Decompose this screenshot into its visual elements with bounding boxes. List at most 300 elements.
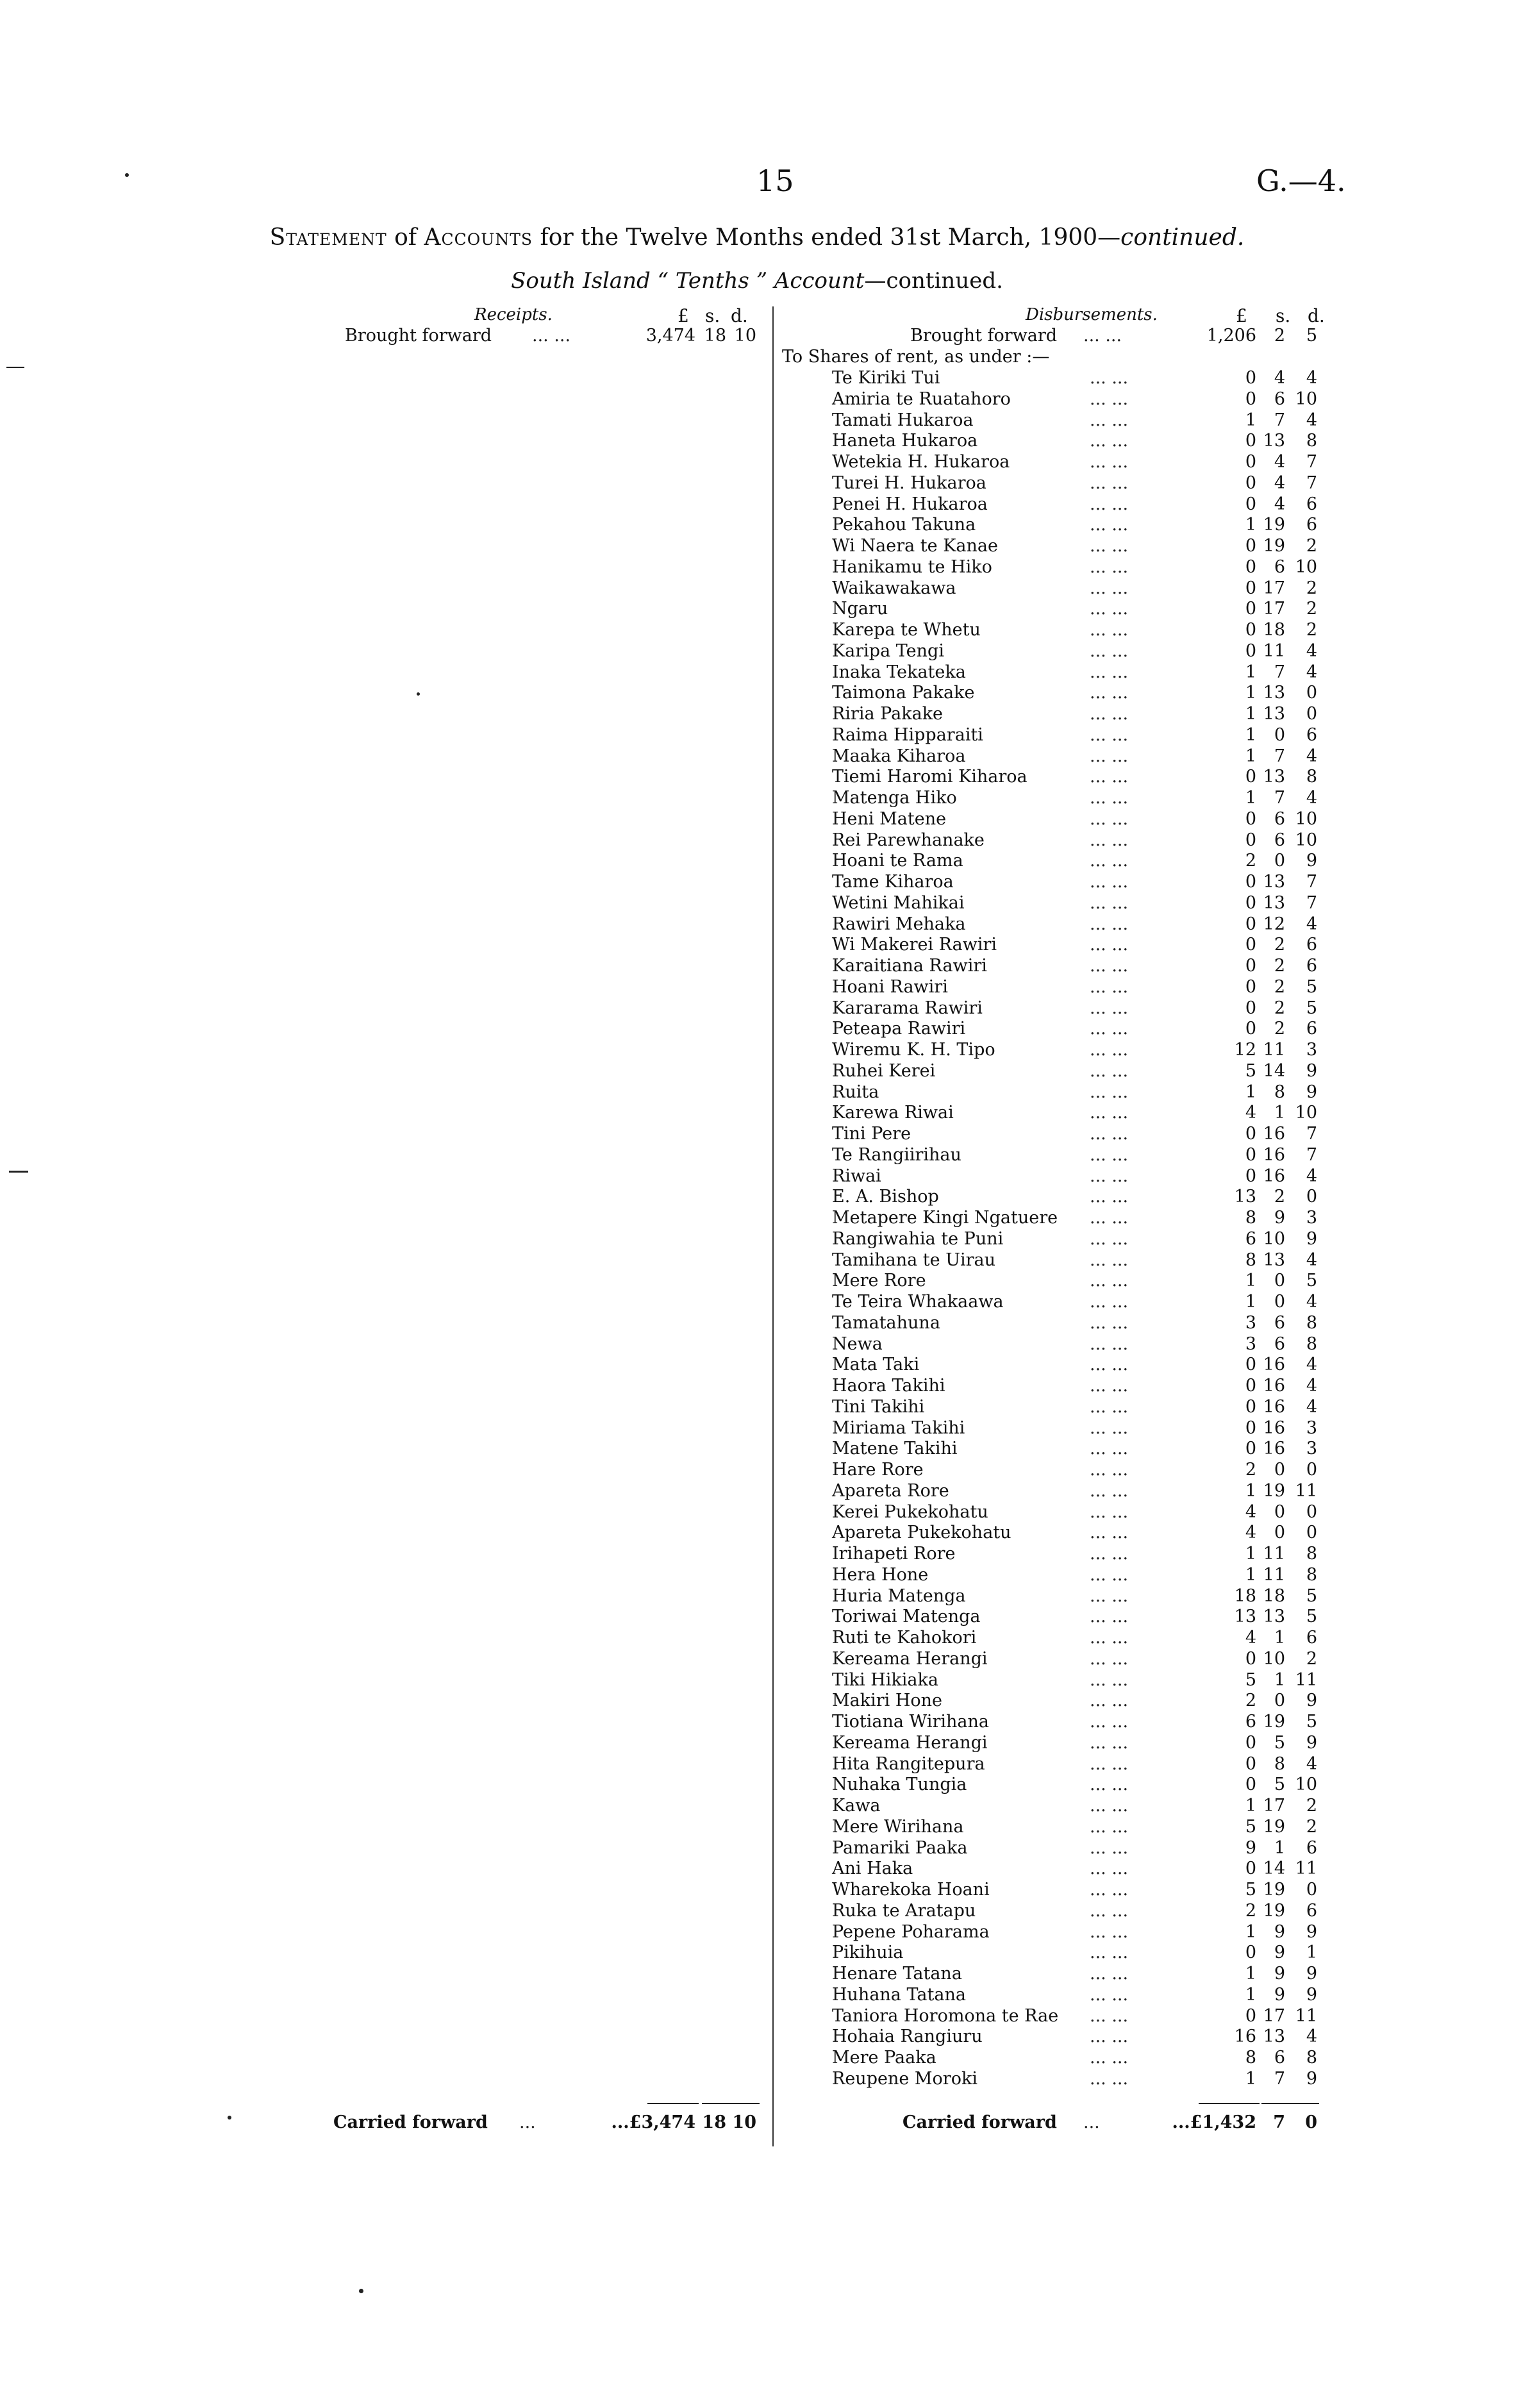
disbursement-pounds: 5: [1245, 1880, 1256, 1900]
receipts-carried-forward-pence: 10: [732, 2112, 756, 2132]
disbursements-pounds-header: £: [1236, 305, 1247, 326]
disbursement-shillings: 13: [1263, 1607, 1285, 1626]
disbursement-pence: 0: [1306, 1523, 1317, 1543]
leader-dots: ... ...: [1090, 1334, 1129, 1354]
leader-dots: ... ...: [1090, 1502, 1129, 1522]
disbursement-pounds: 0: [1245, 872, 1256, 892]
statement-title: [0, 224, 1514, 251]
disbursement-pence: 4: [1306, 1250, 1317, 1270]
disbursement-payee-name: Raima Hipparaiti: [832, 725, 983, 745]
disbursement-pounds: 0: [1245, 809, 1256, 829]
disbursement-pence: 4: [1306, 746, 1317, 766]
disbursements-heading: Disbursements.: [1026, 305, 1158, 324]
disbursement-pounds: 5: [1245, 1817, 1256, 1837]
disbursement-shillings: 7: [1274, 788, 1285, 808]
disbursement-pounds: 3: [1245, 1313, 1256, 1333]
disbursement-pence: 10: [1295, 1103, 1317, 1123]
disbursement-shillings: 13: [1263, 2027, 1285, 2046]
disbursement-pence: 2: [1306, 1649, 1317, 1669]
leader-dots: ... ...: [1090, 2069, 1129, 2089]
disbursement-pence: 6: [1306, 515, 1317, 535]
disbursement-pounds: 0: [1245, 620, 1256, 640]
disbursement-payee-name: Ruhei Kerei: [832, 1061, 936, 1081]
disbursement-payee-name: Mere Paaka: [832, 2048, 936, 2068]
disbursement-pence: 1: [1306, 1943, 1317, 1962]
leader-dots: ... ...: [1090, 1607, 1129, 1626]
disbursement-shillings: 17: [1263, 2006, 1285, 2026]
scan-speck: [359, 2289, 363, 2293]
disbursement-pence: 7: [1306, 473, 1317, 493]
disbursement-payee-name: Toriwai Matenga: [832, 1607, 981, 1626]
disbursement-shillings: 16: [1263, 1418, 1285, 1438]
disbursement-shillings: 12: [1263, 914, 1285, 934]
disbursement-shillings: 6: [1274, 2048, 1285, 2068]
disbursement-shillings: 9: [1274, 1922, 1285, 1942]
disbursement-payee-name: Wharekoka Hoani: [832, 1880, 990, 1900]
disbursement-pounds: 1: [1245, 1271, 1256, 1291]
disbursement-payee-name: Reupene Moroki: [832, 2069, 977, 2089]
shares-of-rent-label: To Shares of rent, as under :—: [782, 347, 1050, 367]
disbursement-pence: 7: [1306, 452, 1317, 472]
disbursement-shillings: 7: [1274, 746, 1285, 766]
leader-dots: ... ...: [1090, 515, 1129, 535]
disbursement-payee-name: Ngaru: [832, 599, 888, 619]
leader-dots: ... ...: [1090, 1964, 1129, 1984]
disbursement-pounds: 0: [1245, 914, 1256, 934]
disbursement-shillings: 6: [1274, 389, 1285, 409]
disbursement-pounds: 0: [1245, 1397, 1256, 1417]
receipts-total-rule-sd: [702, 2103, 760, 2104]
leader-dots: ... ...: [1090, 935, 1129, 955]
disbursement-payee-name: Pikihuia: [832, 1943, 904, 1962]
disbursement-shillings: 19: [1263, 1817, 1285, 1837]
disbursement-pounds: 0: [1245, 431, 1256, 451]
disbursement-pence: 4: [1306, 914, 1317, 934]
leader-dots: ... ...: [1090, 1208, 1129, 1228]
disbursement-pounds: 0: [1245, 1166, 1256, 1186]
disbursement-pence: 4: [1306, 1376, 1317, 1396]
leader-dots: ... ...: [1090, 1103, 1129, 1123]
disbursement-payee-name: Mere Rore: [832, 1271, 926, 1291]
disbursement-pence: 9: [1306, 1061, 1317, 1081]
disbursement-pounds: 0: [1245, 1733, 1256, 1753]
disbursement-pounds: 1: [1245, 746, 1256, 766]
disbursement-shillings: 0: [1274, 1271, 1285, 1291]
disbursement-shillings: 13: [1263, 767, 1285, 787]
disbursement-shillings: 9: [1274, 1208, 1285, 1228]
disbursement-pounds: 1: [1245, 2069, 1256, 2089]
disbursement-shillings: 17: [1263, 1796, 1285, 1816]
disbursement-payee-name: Ruka te Aratapu: [832, 1901, 976, 1921]
disbursement-shillings: 4: [1274, 494, 1285, 514]
leader-dots: ... ...: [1090, 1145, 1129, 1165]
disbursement-payee-name: Hoani te Rama: [832, 851, 963, 871]
leader-dots: ... ...: [1090, 662, 1129, 682]
disbursement-shillings: 13: [1263, 704, 1285, 724]
title-word-of: of: [387, 224, 424, 251]
disbursement-pounds: 5: [1245, 1061, 1256, 1081]
disbursement-pence: 10: [1295, 1775, 1317, 1794]
disbursement-pence: 10: [1295, 830, 1317, 850]
leader-dots: ... ...: [1090, 1775, 1129, 1794]
disbursement-payee-name: Henare Tatana: [832, 1964, 962, 1984]
disbursement-pounds: 4: [1245, 1523, 1256, 1543]
subtitle-account-name: South Island “ Tenths ” Account: [511, 268, 865, 294]
disbursement-pence: 11: [1295, 2006, 1317, 2026]
disbursement-payee-name: Tini Takihi: [832, 1397, 925, 1417]
disbursement-pounds: 9: [1245, 1838, 1256, 1858]
disbursement-payee-name: Kerei Pukekohatu: [832, 1502, 988, 1522]
disbursement-pounds: 0: [1245, 473, 1256, 493]
receipts-pence-header: d.: [731, 305, 748, 326]
leader-dots: ... ...: [1090, 1880, 1129, 1900]
disbursement-shillings: 1: [1274, 1838, 1285, 1858]
disbursement-shillings: 11: [1263, 1565, 1285, 1585]
disbursement-pounds: 0: [1245, 977, 1256, 997]
disbursement-pence: 8: [1306, 431, 1317, 451]
disbursement-payee-name: Waikawakawa: [832, 578, 956, 598]
disbursement-pounds: 8: [1245, 1250, 1256, 1270]
leader-dots: ... ...: [1090, 2048, 1129, 2068]
disbursement-pounds: 3: [1245, 1334, 1256, 1354]
leader-dots: ... ...: [1090, 1628, 1129, 1648]
disbursement-pence: 4: [1306, 1397, 1317, 1417]
leader-dots: ... ...: [1090, 1796, 1129, 1816]
disbursement-pounds: 0: [1245, 368, 1256, 388]
disbursement-payee-name: Miriama Takihi: [832, 1418, 965, 1438]
leader-dots: ... ...: [1090, 473, 1129, 493]
disbursement-pence: 5: [1306, 1586, 1317, 1606]
leader-dots: ... ...: [1090, 746, 1129, 766]
disbursement-shillings: 19: [1263, 536, 1285, 556]
disbursement-shillings: 10: [1263, 1229, 1285, 1249]
title-word-accounts: Accounts: [424, 224, 533, 251]
disbursement-payee-name: Hera Hone: [832, 1565, 929, 1585]
scan-mark: [9, 1171, 28, 1173]
leader-dots: ... ...: [1090, 977, 1129, 997]
disbursement-payee-name: Inaka Tekateka: [832, 662, 966, 682]
disbursement-pence: 9: [1306, 1733, 1317, 1753]
disbursement-pounds: 0: [1245, 1376, 1256, 1396]
disbursements-shillings-header: s.: [1276, 305, 1291, 326]
leader-dots: ... ...: [1090, 599, 1129, 619]
leader-dots: ... ...: [1090, 1124, 1129, 1144]
disbursement-payee-name: Riwai: [832, 1166, 881, 1186]
disbursement-shillings: 0: [1274, 1502, 1285, 1522]
disbursement-pounds: 1: [1245, 410, 1256, 430]
disbursement-shillings: 18: [1263, 620, 1285, 640]
leader-dots: ... ...: [1090, 956, 1129, 976]
disbursements-carried-forward-pounds: ...£1,432: [1172, 2112, 1256, 2132]
disbursement-pence: 6: [1306, 1628, 1317, 1648]
disbursement-pounds: 0: [1245, 1124, 1256, 1144]
disbursement-shillings: 6: [1274, 809, 1285, 829]
disbursement-payee-name: Te Kiriki Tui: [832, 368, 940, 388]
disbursement-payee-name: Irihapeti Rore: [832, 1544, 956, 1564]
disbursement-pounds: 0: [1245, 1775, 1256, 1794]
disbursement-payee-name: Tini Pere: [832, 1124, 911, 1144]
disbursement-pounds: 0: [1245, 1019, 1256, 1039]
leader-dots: ... ...: [1090, 1838, 1129, 1858]
receipts-brought-forward-dots: ... ...: [532, 326, 571, 346]
disbursement-pounds: 0: [1245, 2006, 1256, 2026]
disbursement-pounds: 1: [1245, 1796, 1256, 1816]
leader-dots: ... ...: [1090, 830, 1129, 850]
disbursement-payee-name: Hohaia Rangiuru: [832, 2027, 983, 2046]
leader-dots: ... ...: [1090, 1565, 1129, 1585]
disbursement-pounds: 0: [1245, 557, 1256, 577]
disbursement-pence: 4: [1306, 662, 1317, 682]
disbursement-pence: 4: [1306, 1292, 1317, 1312]
disbursement-pence: 8: [1306, 2048, 1317, 2068]
disbursement-pounds: 0: [1245, 389, 1256, 409]
disbursement-pence: 3: [1306, 1439, 1317, 1459]
disbursement-payee-name: Heni Matene: [832, 809, 947, 829]
disbursement-payee-name: Ruita: [832, 1082, 879, 1102]
disbursement-shillings: 19: [1263, 515, 1285, 535]
disbursement-pounds: 0: [1245, 599, 1256, 619]
disbursement-payee-name: Haneta Hukaroa: [832, 431, 978, 451]
leader-dots: ... ...: [1090, 410, 1129, 430]
title-continued: continued.: [1120, 224, 1245, 251]
leader-dots: ... ...: [1090, 914, 1129, 934]
leader-dots: ... ...: [1090, 1166, 1129, 1186]
leader-dots: ... ...: [1090, 1418, 1129, 1438]
disbursement-shillings: 11: [1263, 1040, 1285, 1060]
disbursement-pounds: 2: [1245, 1460, 1256, 1480]
disbursement-pounds: 0: [1245, 1145, 1256, 1165]
disbursement-payee-name: Maaka Kiharoa: [832, 746, 966, 766]
disbursement-shillings: 6: [1274, 830, 1285, 850]
scan-speck: [417, 692, 420, 696]
disbursement-pounds: 0: [1245, 1439, 1256, 1459]
disbursement-pounds: 1: [1245, 1544, 1256, 1564]
disbursement-pence: 3: [1306, 1208, 1317, 1228]
disbursement-pounds: 1: [1245, 704, 1256, 724]
disbursements-brought-forward-label: Brought forward: [910, 326, 1058, 346]
disbursement-shillings: 14: [1263, 1859, 1285, 1878]
disbursement-pounds: 0: [1245, 1754, 1256, 1774]
leader-dots: ... ...: [1090, 1271, 1129, 1291]
disbursement-payee-name: Kereama Herangi: [832, 1649, 988, 1669]
disbursement-shillings: 0: [1274, 725, 1285, 745]
disbursement-pence: 9: [1306, 1922, 1317, 1942]
disbursement-shillings: 11: [1263, 1544, 1285, 1564]
leader-dots: ... ...: [1090, 641, 1129, 661]
disbursement-pounds: 1: [1245, 1964, 1256, 1984]
disbursement-pence: 9: [1306, 1229, 1317, 1249]
receipts-brought-forward-shillings: 18: [704, 326, 726, 346]
leader-dots: ... ...: [1090, 1439, 1129, 1459]
disbursements-brought-forward-shillings: 2: [1274, 326, 1285, 346]
leader-dots: ... ...: [1090, 872, 1129, 892]
disbursement-pounds: 0: [1245, 998, 1256, 1018]
disbursement-payee-name: Apareta Pukekohatu: [832, 1523, 1011, 1543]
disbursement-pence: 4: [1306, 788, 1317, 808]
leader-dots: ... ...: [1090, 725, 1129, 745]
disbursement-pounds: 2: [1245, 851, 1256, 871]
disbursement-shillings: 16: [1263, 1439, 1285, 1459]
disbursement-payee-name: Huria Matenga: [832, 1586, 966, 1606]
disbursement-payee-name: Matenga Hiko: [832, 788, 957, 808]
disbursement-pence: 3: [1306, 1040, 1317, 1060]
leader-dots: ... ...: [1090, 704, 1129, 724]
disbursement-pence: 5: [1306, 1271, 1317, 1291]
leader-dots: ... ...: [1090, 2027, 1129, 2046]
disbursement-payee-name: Tiotiana Wirihana: [832, 1712, 989, 1732]
disbursement-payee-name: Pekahou Takuna: [832, 515, 976, 535]
disbursement-pounds: 2: [1245, 1691, 1256, 1710]
receipts-carried-forward-pounds: ...£3,474: [611, 2112, 695, 2132]
leader-dots: ... ...: [1090, 1943, 1129, 1962]
disbursement-pence: 3: [1306, 1418, 1317, 1438]
disbursement-pence: 10: [1295, 557, 1317, 577]
receipts-shillings-header: s.: [705, 305, 720, 326]
disbursement-pence: 2: [1306, 578, 1317, 598]
leader-dots: ... ...: [1090, 557, 1129, 577]
disbursement-pence: 6: [1306, 1838, 1317, 1858]
leader-dots: ... ...: [1090, 1397, 1129, 1417]
leader-dots: ... ...: [1090, 998, 1129, 1018]
leader-dots: ... ...: [1090, 620, 1129, 640]
disbursement-pence: 9: [1306, 1964, 1317, 1984]
account-subtitle: [0, 268, 1514, 294]
disbursement-shillings: 2: [1274, 998, 1285, 1018]
disbursement-pounds: 1: [1245, 1292, 1256, 1312]
leader-dots: ... ...: [1090, 767, 1129, 787]
disbursement-payee-name: Wetekia H. Hukaroa: [832, 452, 1010, 472]
disbursement-pounds: 0: [1245, 1355, 1256, 1375]
disbursement-shillings: 6: [1274, 557, 1285, 577]
disbursement-shillings: 2: [1274, 956, 1285, 976]
leader-dots: ... ...: [1090, 1649, 1129, 1669]
disbursement-payee-name: Karaitiana Rawiri: [832, 956, 987, 976]
disbursement-pence: 9: [1306, 851, 1317, 871]
disbursement-pounds: 0: [1245, 893, 1256, 913]
disbursement-shillings: 9: [1274, 1985, 1285, 2005]
disbursement-pence: 11: [1295, 1481, 1317, 1501]
leader-dots: ... ...: [1090, 536, 1129, 556]
disbursements-brought-forward-dots: ... ...: [1083, 326, 1122, 346]
disbursement-pence: 7: [1306, 1124, 1317, 1144]
disbursement-pence: 0: [1306, 1460, 1317, 1480]
disbursement-payee-name: Tiki Hikiaka: [832, 1670, 938, 1690]
leader-dots: ... ...: [1090, 2006, 1129, 2026]
disbursement-pounds: 4: [1245, 1103, 1256, 1123]
disbursement-payee-name: Wiremu K. H. Tipo: [832, 1040, 995, 1060]
disbursement-pounds: 1: [1245, 1481, 1256, 1501]
disbursement-shillings: 19: [1263, 1481, 1285, 1501]
disbursement-payee-name: Tamati Hukaroa: [832, 410, 974, 430]
disbursement-pounds: 0: [1245, 1649, 1256, 1669]
disbursement-payee-name: Rangiwahia te Puni: [832, 1229, 1004, 1249]
disbursement-shillings: 13: [1263, 683, 1285, 703]
disbursement-shillings: 1: [1274, 1103, 1285, 1123]
disbursement-pence: 6: [1306, 725, 1317, 745]
disbursement-payee-name: Amiria te Ruatahoro: [832, 389, 1011, 409]
disbursement-shillings: 0: [1274, 1460, 1285, 1480]
leader-dots: ... ...: [1090, 1313, 1129, 1333]
disbursement-pence: 5: [1306, 977, 1317, 997]
disbursement-shillings: 6: [1274, 1313, 1285, 1333]
disbursement-payee-name: Taniora Horomona te Rae: [832, 2006, 1059, 2026]
disbursement-pounds: 0: [1245, 830, 1256, 850]
disbursement-pence: 8: [1306, 1544, 1317, 1564]
disbursement-pounds: 0: [1245, 1859, 1256, 1878]
disbursement-payee-name: Hare Rore: [832, 1460, 924, 1480]
receipts-carried-forward-dots: ...: [519, 2112, 536, 2132]
disbursement-pence: 6: [1306, 956, 1317, 976]
disbursement-pence: 10: [1295, 809, 1317, 829]
disbursement-shillings: 13: [1263, 893, 1285, 913]
disbursement-payee-name: Taimona Pakake: [832, 683, 975, 703]
disbursements-carried-forward-dots: ...: [1083, 2112, 1100, 2132]
disbursement-payee-name: Karipa Tengi: [832, 641, 944, 661]
leader-dots: ... ...: [1090, 1859, 1129, 1878]
disbursement-pence: 4: [1306, 410, 1317, 430]
disbursement-pounds: 0: [1245, 452, 1256, 472]
disbursements-carried-forward-pence: 0: [1305, 2112, 1317, 2132]
disbursement-pence: 2: [1306, 620, 1317, 640]
disbursement-pence: 0: [1306, 1187, 1317, 1207]
disbursement-pounds: 6: [1245, 1712, 1256, 1732]
disbursement-pence: 10: [1295, 389, 1317, 409]
disbursements-brought-forward-pence: 5: [1306, 326, 1317, 346]
disbursement-shillings: 2: [1274, 1019, 1285, 1039]
disbursement-pounds: 1: [1245, 1985, 1256, 2005]
leader-dots: ... ...: [1090, 1523, 1129, 1543]
disbursement-payee-name: Kararama Rawiri: [832, 998, 983, 1018]
disbursement-pounds: 5: [1245, 1670, 1256, 1690]
disbursement-shillings: 8: [1274, 1754, 1285, 1774]
disbursement-pounds: 8: [1245, 1208, 1256, 1228]
disbursement-pounds: 1: [1245, 1082, 1256, 1102]
receipts-brought-forward-pounds: 3,474: [645, 326, 695, 346]
disbursement-pence: 0: [1306, 1502, 1317, 1522]
disbursement-payee-name: Te Teira Whakaawa: [832, 1292, 1004, 1312]
disbursement-pence: 4: [1306, 368, 1317, 388]
disbursement-payee-name: Pamariki Paaka: [832, 1838, 968, 1858]
leader-dots: ... ...: [1090, 1901, 1129, 1921]
disbursement-pence: 0: [1306, 704, 1317, 724]
leader-dots: ... ...: [1090, 578, 1129, 598]
disbursement-shillings: 1: [1274, 1628, 1285, 1648]
title-period: for the Twelve Months ended 31st March, 1900—: [533, 224, 1121, 251]
disbursement-pounds: 0: [1245, 494, 1256, 514]
leader-dots: ... ...: [1090, 494, 1129, 514]
disbursement-pounds: 1: [1245, 1565, 1256, 1585]
disbursement-shillings: 9: [1274, 1943, 1285, 1962]
disbursement-pounds: 0: [1245, 641, 1256, 661]
scan-speck: [125, 173, 129, 177]
leader-dots: ... ...: [1090, 1586, 1129, 1606]
disbursement-shillings: 13: [1263, 872, 1285, 892]
disbursement-pounds: 18: [1234, 1586, 1256, 1606]
disbursement-shillings: 11: [1263, 641, 1285, 661]
leader-dots: ... ...: [1090, 809, 1129, 829]
disbursement-pence: 8: [1306, 1334, 1317, 1354]
disbursement-pence: 0: [1306, 683, 1317, 703]
leader-dots: ... ...: [1090, 1019, 1129, 1039]
disbursement-pence: 8: [1306, 1313, 1317, 1333]
leader-dots: ... ...: [1090, 1691, 1129, 1710]
disbursement-pence: 2: [1306, 1796, 1317, 1816]
disbursement-payee-name: Rawiri Mehaka: [832, 914, 966, 934]
disbursement-shillings: 2: [1274, 935, 1285, 955]
disbursement-shillings: 4: [1274, 368, 1285, 388]
scan-mark: [6, 367, 24, 368]
disbursement-shillings: 13: [1263, 1250, 1285, 1270]
